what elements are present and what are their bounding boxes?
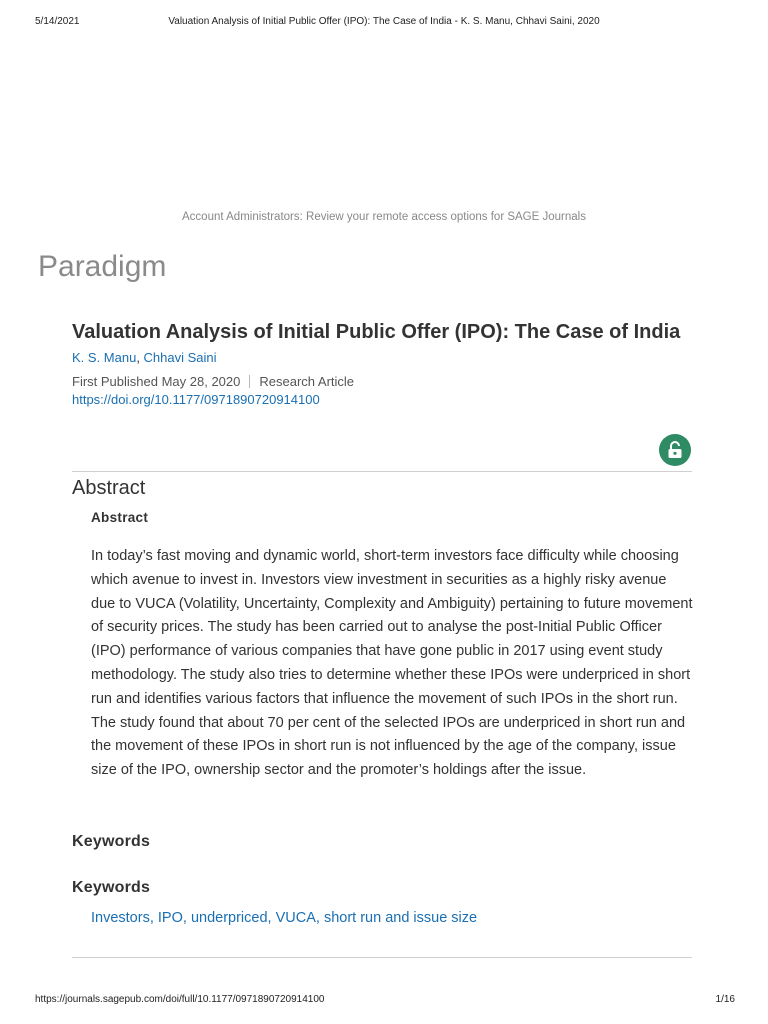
- keyword-link[interactable]: underpriced: [190, 910, 268, 926]
- keywords-section-heading: Keywords: [72, 833, 151, 850]
- doi-link[interactable]: https://doi.org/10.1177/0971890720914100: [72, 392, 320, 407]
- meta-divider: [249, 375, 250, 388]
- author-link[interactable]: Chhavi Saini: [143, 350, 217, 365]
- article-container: [72, 320, 693, 926]
- keyword-link[interactable]: IPO: [157, 910, 183, 926]
- admin-access-notice[interactable]: Account Administrators: Review your remote access options for SAGE Journals: [182, 211, 586, 223]
- author-list: K. S. Manu, Chhavi Saini: [72, 350, 217, 365]
- print-date: 5/14/2021: [35, 16, 80, 27]
- keyword-list: Investors, IPO, underpriced, VUCA, short run and issue size: [91, 910, 478, 926]
- abstract-section-heading: Abstract: [72, 477, 146, 499]
- open-access-lock-icon[interactable]: [659, 434, 691, 466]
- abstract-text: In today’s fast moving and dynamic world, short-term investors face difficulty while choosing which avenue to invest in. Investors view investment in securities as a highly risky avenue due to VUCA (Volatility, Uncertainty, Complexity and Ambiguity) pertaining to future movement of security prices. The study has been carried out to analyse the post-Initial Public Officer (IPO) performance of various companies that have gone public in 2017 using event study methodology. The study also tries to determine whether these IPOs were underpriced in short run and identifies various factors that influence the movement of such IPOs in the short run. The study found that about 70 per cent of the selected IPOs are underpriced in short run and the movement of these IPOs in short run is not influenced by the age of the company, issue size of the IPO, ownership sector and the promoter’s holdings after the issue.: [91, 548, 693, 779]
- publication-meta: [72, 374, 692, 390]
- keywords-sub-heading: Keywords: [72, 879, 151, 896]
- keyword-link[interactable]: Investors: [91, 910, 150, 926]
- first-published-date: First Published May 28, 2020: [72, 374, 241, 389]
- doi: [72, 392, 692, 408]
- section-divider: [72, 957, 692, 958]
- print-page-number: 1/16: [715, 994, 735, 1005]
- article-title: Valuation Analysis of Initial Public Offer (IPO): The Case of India: [72, 321, 681, 343]
- article-type: Research Article: [259, 374, 355, 389]
- print-page-title: Valuation Analysis of Initial Public Offer (IPO): The Case of India - K. S. Manu, Chhavi Saini, 2020: [168, 16, 600, 27]
- section-divider: [72, 471, 692, 472]
- keyword-link[interactable]: VUCA: [275, 910, 316, 926]
- unlocked-padlock-icon: [667, 441, 683, 459]
- print-header: [0, 16, 768, 32]
- abstract-sub-heading: Abstract: [91, 510, 149, 525]
- author-link[interactable]: K. S. Manu: [72, 350, 137, 365]
- journal-name-logo[interactable]: Paradigm: [38, 250, 167, 283]
- keyword-link[interactable]: short run and issue size: [323, 910, 478, 926]
- print-page-url: https://journals.sagepub.com/doi/full/10.1177/0971890720914100: [35, 994, 325, 1005]
